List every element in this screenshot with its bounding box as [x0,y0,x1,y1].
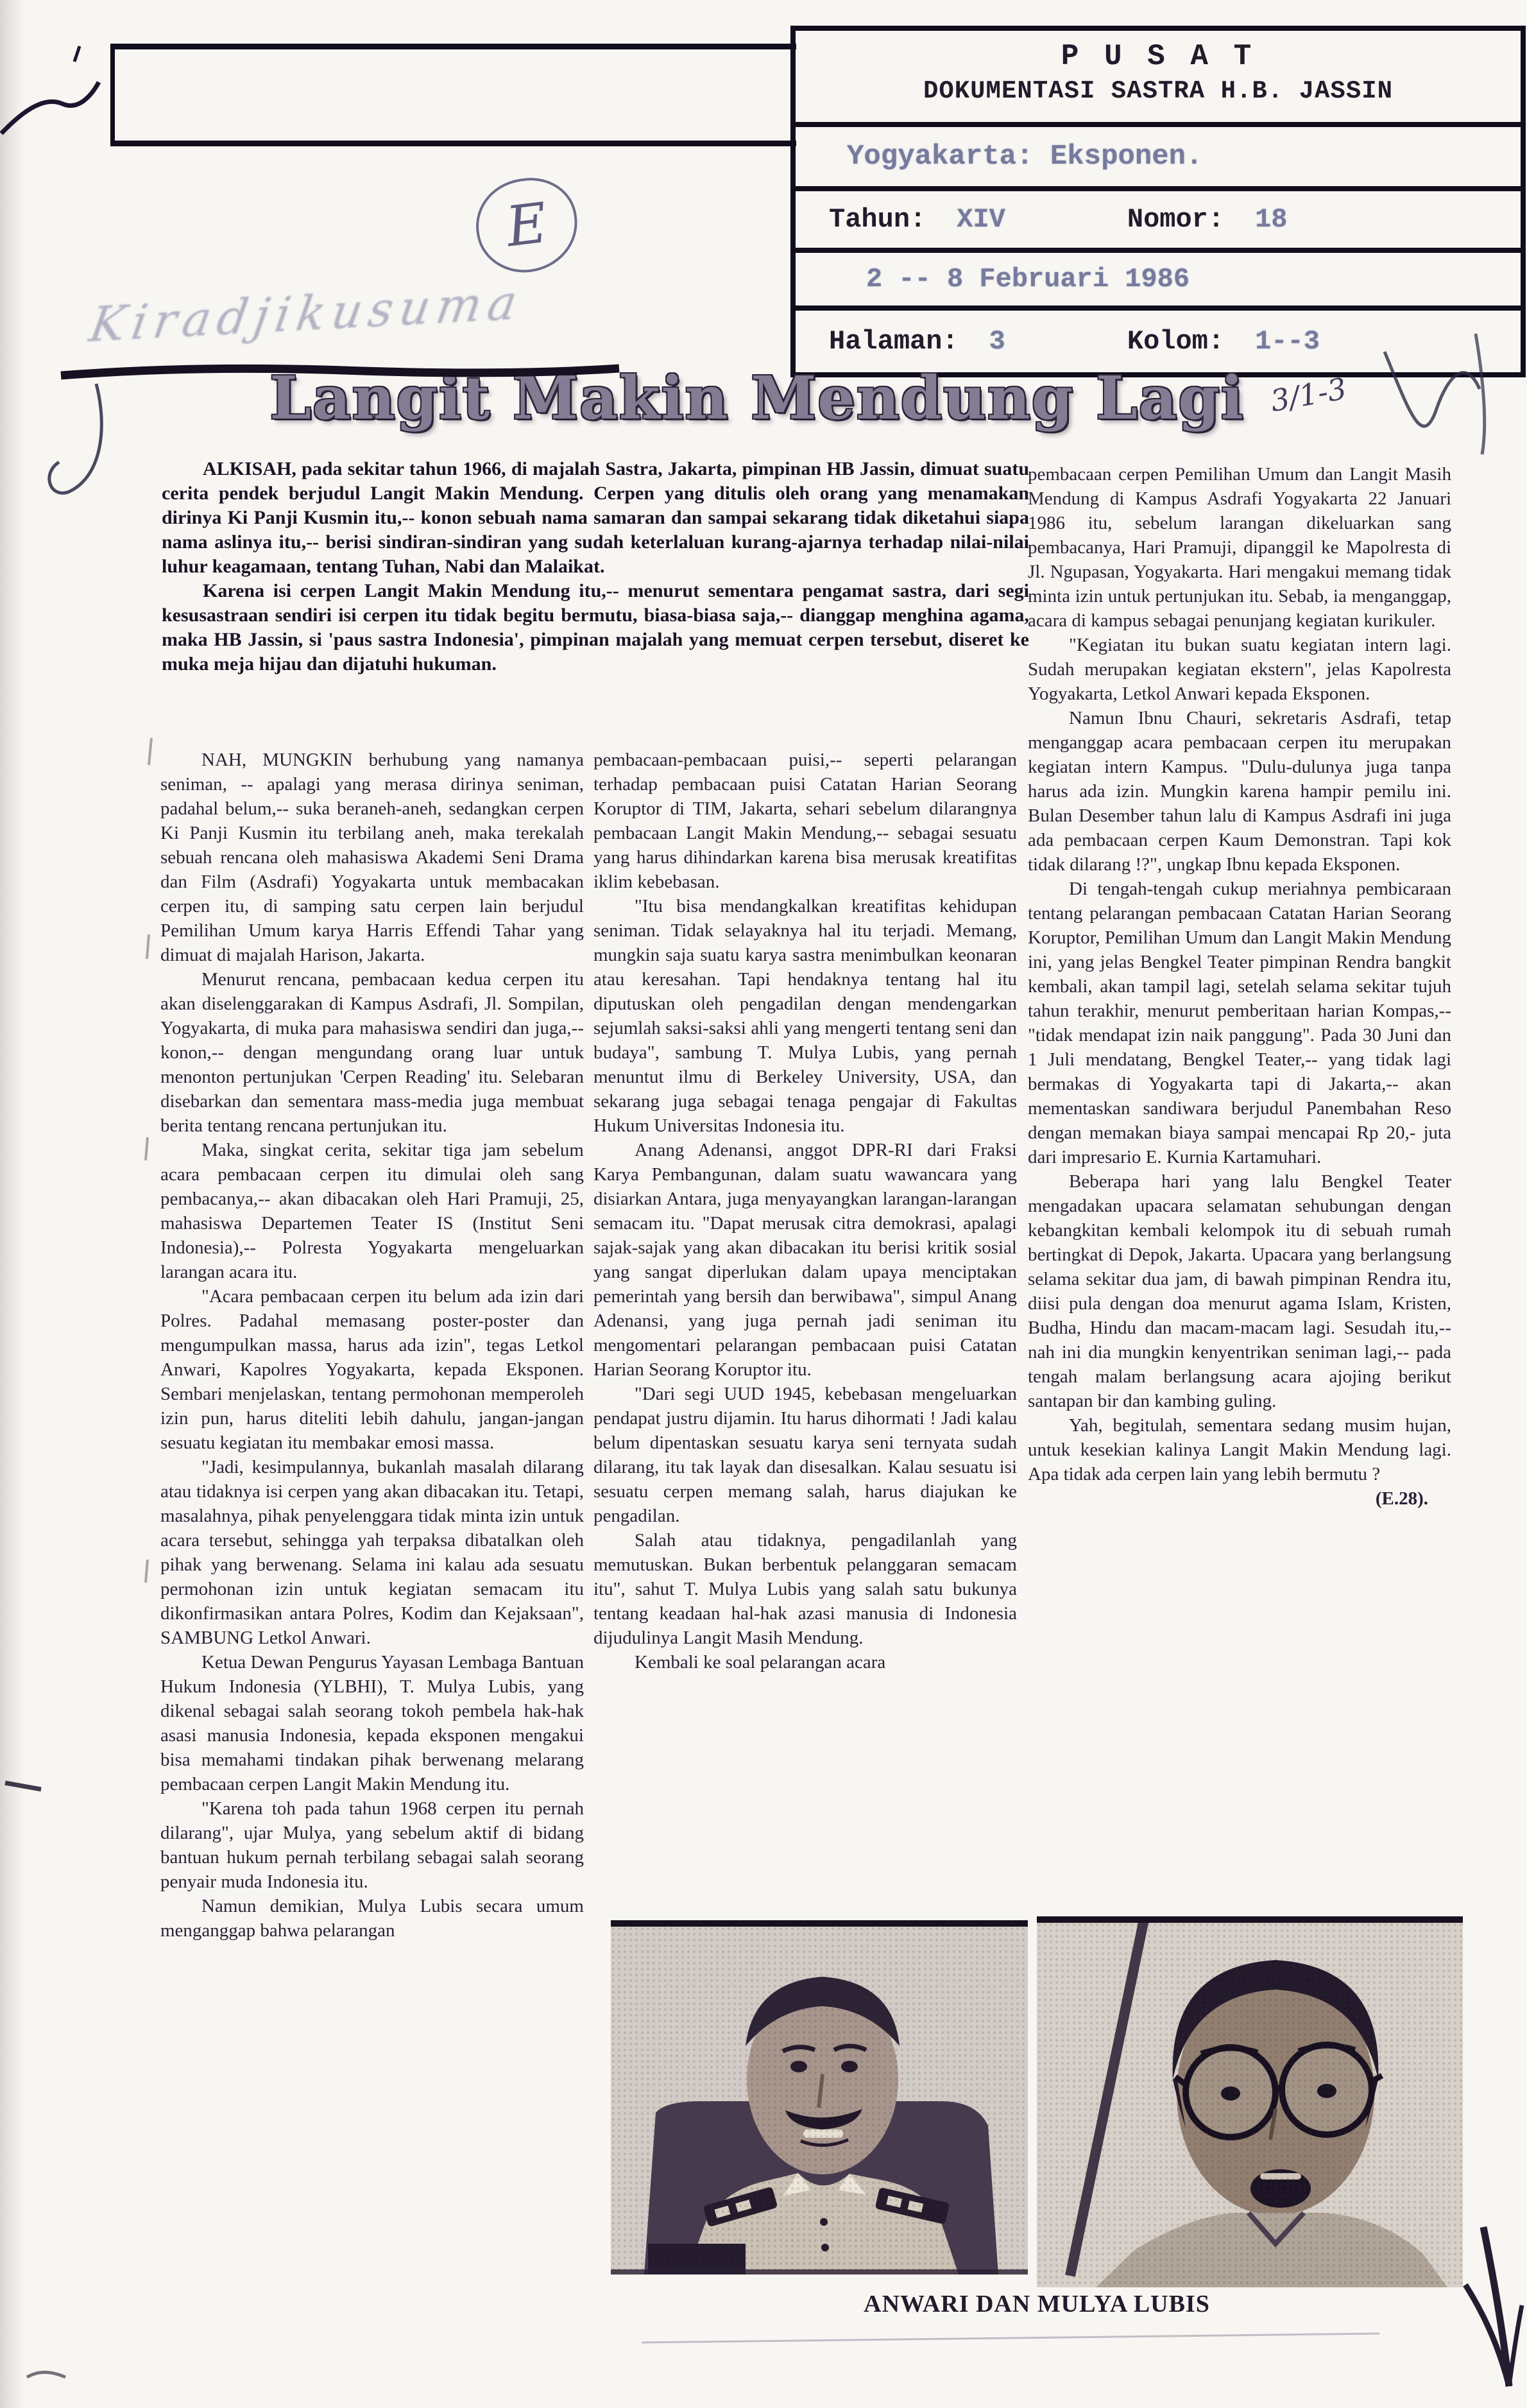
org-name-line2: DOKUMENTASI SASTRA H.B. JASSIN [923,77,1394,105]
lead-paragraph: Karena isi cerpen Langit Makin Mendung itu,-- menurut sementara pengamat sastra, dari segi kesusastraan sendiri isi cerpen itu tidak begitu bermutu, biasa-biasa saja,-- dianggap menghina agama, maka HB Jassin, si 'paus sastra Indonesia', pimpinan majalah yang memuat cerpen tersebut, diseret ke muka meja hijau dan dijatuhi hukuman. [162,580,1029,675]
header-empty-box [110,44,796,146]
body-paragraph: "Jadi, kesimpulannya, bukanlah masalah dilarang atau tidaknya isi cerpen yang akan dibacakan itu. Tetapi, masalahnya, pihak penyelenggara tidak minta izin untuk acara tersebut, sehingga yah terpaksa dibatalkan oleh pihak yang berwenang. Selama ini kalau ada sesuatu permohonan izin untuk kegiatan semacam itu dikonfirmasikan antara Polres, Kodim dan Kejaksaan", SAMBUNG Letkol Anwari. [160,1457,584,1648]
source-row [796,127,1521,191]
clipping-left-edge-ticks [146,738,151,1583]
clipping-bottom-edge [642,2334,1379,2343]
body-paragraph: pembacaan cerpen Pemilihan Umum dan Langit Masih Mendung di Kampus Asdrafi Yogyakarta 22 Januari 1986 itu, sebelum larangan dikeluarkan sang pembacanya, Hari Pramuji, dipanggil ke Mapolresta di Jl. Ngupasan, Yogyakarta. Hari mengakui memang tidak minta izin untuk pertunjukan itu. Sebab, ia menganggap, acara di kampus sebagai penunjang kegiatan kurikuler. [1028,464,1451,631]
halaman-value: 3 [989,326,1005,357]
year-number-row [796,191,1521,253]
article-column-1 [160,748,584,2352]
author-credit: (E.28). [1375,1488,1428,1509]
kolom-label: Kolom: [1127,326,1225,357]
halaman-label: Halaman: [829,326,959,357]
nomor-value: 18 [1255,204,1288,235]
handwritten-title-mark: 3/1-3 [1268,371,1349,418]
archive-org-row [796,31,1521,127]
article-column-3 [1028,462,1451,1893]
article-column-2 [593,748,1017,1916]
body-paragraph: "Acara pembacaan cerpen itu belum ada izin dari Polres. Padahal memasang poster-poster dan mengumpulkan massa, harus ada izin", tegas Letkol Anwari, Kapolres Yogyakarta, kepada Eksponen. Sembari menjelaskan, tentang permohonan memperoleh izin pun, harus diteliti lebih dahulu, jangan-jangan sesuatu kegiatan itu membakar emosi massa. [160,1286,584,1453]
body-paragraph: "Dari segi UUD 1945, kebebasan mengeluarkan pendapat justru dijamin. Itu harus dihormati ! Jadi kalau belum dipentaskan sesuatu karya seni ternyata sudah dilarang, itu tak layak dan disesalkan. Kalau sesuatu isi sesuatu cerpen memang salah, harus diajukan ke pengadilan. [593,1384,1017,1526]
body-paragraph: "Kegiatan itu bukan suatu kegiatan intern lagi. Sudah merupakan kegiatan ekstern", jelas Kapolresta Yogyakarta, Letkol Anwari kepada Eksponen. [1028,635,1451,704]
body-paragraph: pembacaan-pembacaan puisi,-- seperti pelarangan terhadap pembacaan puisi Catatan Harian Seorang Koruptor di TIM, Jakarta, sehari sebelum dilarangnya pembacaan Langit Makin Mendung,-- sebagai sesuatu yang harus dihindarkan karena bisa merusak kreatifitas iklim kebebasan. [593,750,1017,892]
body-paragraph: Beberapa hari yang lalu Bengkel Teater mengadakan upacara selamatan sehubungan dengan kebangkitan kembali kelompok itu di sebuah rumah bertingkat di Depok, Jakarta. Upacara yang berlangsung selama sekitar dua jam, di bawah pimpinan Rendra itu, diisi pula dengan doa menurut agama Islam, Kristen, Budha, Hindu dan macam-macam lagi. Sesudah itu,-- nah ini dia mungkin kenyentrikan seniman lagi,-- pada tengah malam berlangsung acara ajojing berikut santapan bir dan kambing guling. [1028,1171,1451,1411]
body-paragraph: Namun Ibnu Chauri, sekretaris Asdrafi, tetap menganggap acara pembacaan cerpen itu merupakan kegiatan intern Kampus. "Dulu-dulunya juga tanpa harus ada izin. Mungkin karena hampir pemilu ini. Bulan Desember tahun lalu di Kampus Asdrafi ini juga ada pembacaan cerpen Kaum Demonstran. Tapi kok tidak dilarang !?", ungkap Ibnu kepada Eksponen. [1028,708,1451,875]
body-paragraph: "Itu bisa mendangkalkan kreatifitas kehidupan seniman. Tidak selayaknya hal itu terjadi. Memang, mungkin saja suatu karya sastra menimbulkan keonaran atau keresahan. Tapi hendaknya tentang hal itu diputuskan oleh pengadilan dengan mendengarkan sejumlah saksi-saksi ahli yang mengerti tentang seni dan budaya", sambung T. Mulya Lubis, yang pernah menuntut ilmu di Berkeley University, USA, dan sekarang juga sebagai tenaga pengajar di Fakultas Hukum Universitas Indonesia itu. [593,896,1017,1136]
org-name-line1: P U S A T [1061,40,1256,73]
body-paragraph: Salah atau tidaknya, pengadilanlah yang memutuskan. Bukan berbentuk pelanggaran semacam itu", sahut T. Mulya Lubis yang salah satu bukunya tentang keadaan hal-hak azasi manusia di Indonesia dijudulinya Langit Masih Mendung. [593,1530,1017,1648]
tahun-value: XIV [957,204,1005,235]
kolom-value: 1--3 [1255,326,1320,357]
photo-anwari [611,1920,1028,2275]
body-paragraph: "Karena toh pada tahun 1968 cerpen itu pernah dilarang", ujar Mulya, yang sebelum aktif di bidang bantuan hukum pernah terbilang sebagai salah seorang penyair muda Indonesia itu. [160,1798,584,1892]
handwritten-circled-letter: E [471,173,583,278]
photo-caption: ANWARI DAN MULYA LUBIS [864,2291,1210,2318]
date-row [796,253,1521,311]
date-value: 2 -- 8 Februari 1986 [866,264,1190,295]
body-paragraph: Di tengah-tengah cukup meriahnya pembicaraan tentang pelarangan pembacaan Catatan Harian Seorang Koruptor, Pemilihan Umum dan Langit Makin Mendung ini, yang jelas Bengkel Teater pimpinan Rendra bangkit kembali, akan tampil lagi, setelah selama sekitar tujuh tahun terakhir, menurut pemberitaan harian Kompas,-- "tidak mendapat izin naik panggung". Pada 30 Juni dan 1 Juli mendatang, Bengkel Teater,-- yang tidak lagi bermakas di Yogyakarta tapi di Jakarta,-- akan mementaskan sandiwara berjudul Panembahan Reso dengan memakan biaya sampai mencapai Rp 20,- juta dari impresario E. Kurnia Kartamuhari. [1028,879,1451,1167]
body-paragraph: Kembali ke soal pelarangan acara [635,1652,886,1673]
handwritten-signature: Kiradjikusuma [85,274,527,354]
source-city-value: Yogyakarta: Eksponen. [847,141,1203,173]
pen-mark-bottom-right [1483,2227,1509,2386]
lead-paragraphs [162,457,1029,676]
body-paragraph: Maka, singkat cerita, sekitar tiga jam sebelum acara pembacaan cerpen itu dimulai oleh sang pembacanya,-- akan dibacakan oleh Hari Pramuji, 25, mahasiswa Departemen Teater IS (Institut Seni Indonesia),-- Polresta Yogyakarta mengeluarkan larangan acara itu. [160,1140,584,1282]
archive-header-table [790,26,1526,377]
body-paragraph: Ketua Dewan Pengurus Yayasan Lembaga Bantuan Hukum Indonesia (YLBHI), T. Mulya Lubis, yang dikenal sebagai salah seorang tokoh pembela hak-hak asasi manusia Indonesia, kepada eksponen mengakui bisa memahami tindakan pihak berwenang melarang pembacaan cerpen Langit Makin Mendung itu. [160,1652,584,1794]
pen-mark-left-margin [49,384,101,493]
tahun-label: Tahun: [829,204,926,235]
article-headline: Langit Makin Mendung Lagi [269,363,1245,433]
body-paragraph: Yah, begitulah, sementara sedang musim hujan, untuk kesekian kalinya Langit Makin Mendung lagi. Apa tidak ada cerpen lain yang lebih bermutu ? [1028,1415,1451,1484]
body-paragraph: Anang Adenansi, anggot DPR-RI dari Fraksi Karya Pembangunan, dalam suatu wawancara yang disiarkan Antara, juga menyayangkan larangan-larangan semacam itu. "Dapat merusak citra demokrasi, apalagi sajak-sajak yang akan dibacakan itu berisi kritik sosial yang sangat diperlukan dalam upaya menciptakan pemerintah yang bersih dan berwibawa", simpul Anang Adenansi, yang juga pernah jadi seniman itu mengomentari pelarangan pembacaan puisi Catatan Harian Seorang Koruptor itu. [593,1140,1017,1380]
lead-paragraph: ALKISAH, pada sekitar tahun 1966, di majalah Sastra, Jakarta, pimpinan HB Jassin, dimuat suatu cerita pendek berjudul Langit Makin Mendung. Cerpen yang ditulis oleh orang yang menamakan dirinya Ki Panji Kusmin itu,-- konon sebuah nama samaran dan sampai sekarang tidak diketahui siapa nama aslinya itu,-- berisi sindiran-sindiran yang sudah keterlaluan kurang-ajarnya terhadap nilai-nilai luhur keagamaan, tentang Tuhan, Nabi dan Malaikat. [162,458,1029,577]
body-paragraph: Namun demikian, Mulya Lubis secara umum menganggap bahwa pelarangan [160,1896,584,1941]
scan-edge-shadow [0,0,24,2408]
body-paragraph: NAH, MUNGKIN berhubung yang namanya seniman, -- apalagi yang merasa dirinya seniman, padahal belum,-- suka beraneh-aneh, sedangkan cerpen Ki Panji Kusmin itu terbilang aneh, maka terekalah sebuah rencana oleh mahasiswa Akademi Seni Drama dan Film (Asdrafi) Yogyakarta untuk membacakan cerpen itu, di samping satu cerpen lain berjudul Pemilihan Umum karya Harris Effendi Tahar yang dimuat di majalah Harison, Jakarta. [160,750,584,965]
body-paragraph: Menurut rencana, pembacaan kedua cerpen itu akan diselenggarakan di Kampus Asdrafi, Jl. Sompilan, Yogyakarta, di muka para mahasiswa sendiri dan juga,-- konon,-- dengan mengundang orang luar untuk menonton pertunjukan 'Cerpen Reading' itu. Selebaran disebarkan dan sementara mass-media juga membuat berita tentang rencana pertunjukan itu. [160,969,584,1136]
nomor-label: Nomor: [1127,204,1225,235]
photo-mulya-lubis [1037,1916,1463,2287]
